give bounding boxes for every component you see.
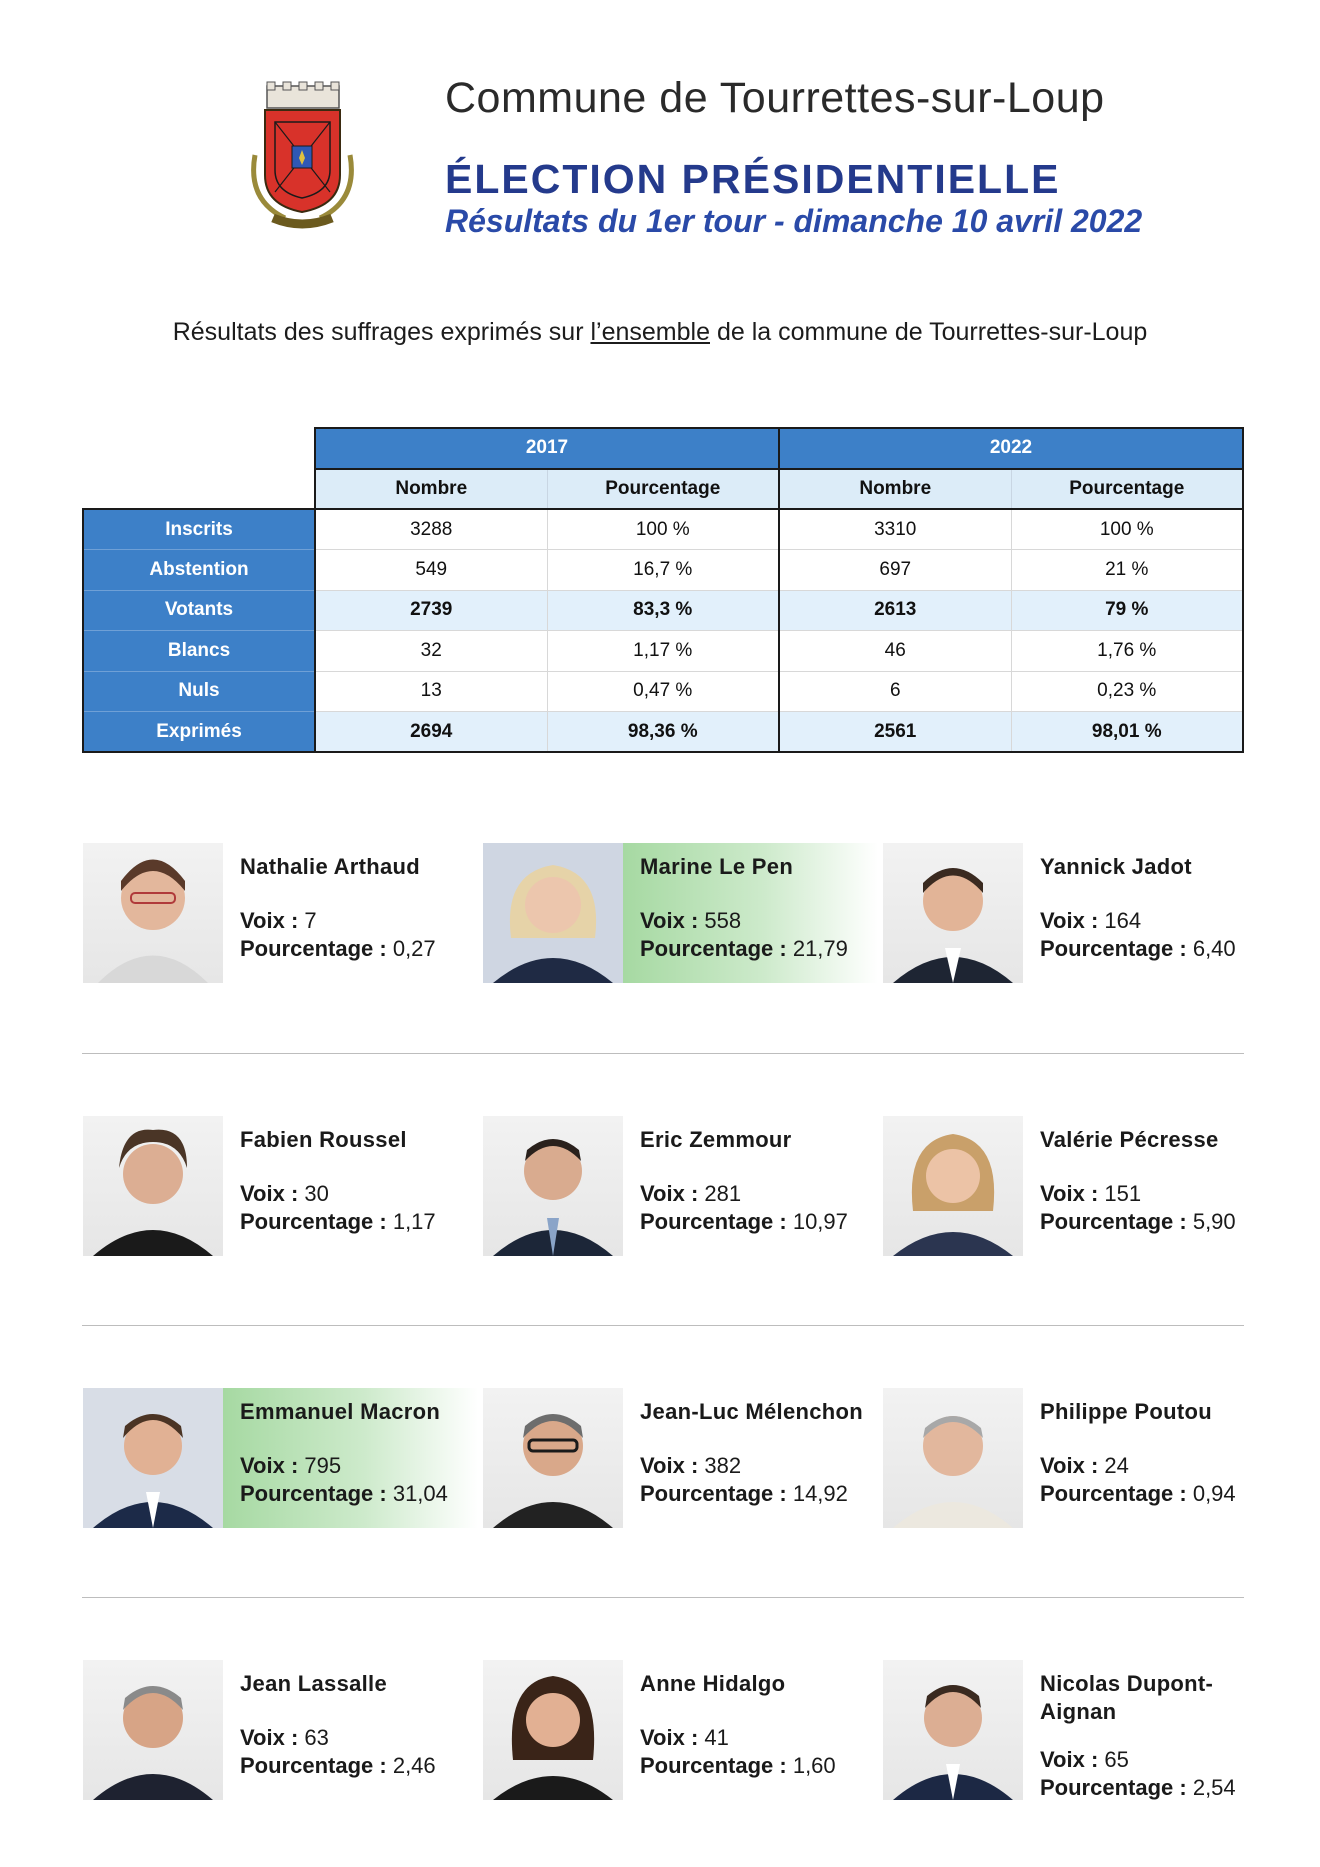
pourcentage-label: Pourcentage :	[1040, 1209, 1187, 1234]
candidate-card-macron	[83, 1388, 483, 1533]
candidate-pourcentage	[1040, 1481, 1236, 1507]
candidate-info	[223, 1660, 478, 1800]
year-header: 2017	[315, 428, 779, 469]
candidate-name: Nicolas Dupont-Aignan	[1040, 1671, 1214, 1724]
table-row	[83, 509, 1243, 550]
intro-underlined: l’ensemble	[590, 318, 710, 346]
candidate-voix	[1040, 1453, 1129, 1479]
voix-label: Voix :	[640, 1725, 699, 1750]
table-cell: 3310	[779, 509, 1011, 550]
candidate-voix	[640, 1181, 741, 1207]
voix-label: Voix :	[240, 1453, 299, 1478]
candidate-photo	[83, 843, 223, 983]
results-table	[82, 427, 1244, 753]
candidate-pourcentage	[640, 1209, 848, 1235]
candidate-info	[623, 843, 878, 983]
pourcentage-label: Pourcentage :	[640, 1481, 787, 1506]
election-subtitle: Résultats du 1er tour - dimanche 10 avril 2022	[445, 203, 1143, 239]
table-row	[83, 590, 1243, 631]
intro-after: de la commune de Tourrettes-sur-Loup	[710, 318, 1148, 346]
table-cell: 46	[779, 631, 1011, 672]
year-header: 2022	[779, 428, 1243, 469]
candidate-photo	[483, 1388, 623, 1528]
candidate-photo	[883, 843, 1023, 983]
candidate-photo	[883, 1116, 1023, 1256]
candidate-voix	[240, 1725, 329, 1751]
voix-value: 382	[704, 1453, 742, 1478]
candidate-name: Valérie Pécresse	[1040, 1127, 1219, 1152]
candidate-pourcentage	[1040, 1209, 1236, 1235]
candidate-card-jadot	[883, 843, 1283, 988]
voix-label: Voix :	[240, 1181, 299, 1206]
candidate-voix	[240, 908, 317, 934]
voix-label: Voix :	[240, 1725, 299, 1750]
voix-value: 164	[1104, 908, 1142, 933]
candidate-card-melenchon	[483, 1388, 883, 1533]
table-cell: 697	[779, 550, 1011, 591]
subheader-row	[83, 469, 1243, 510]
voix-label: Voix :	[640, 908, 699, 933]
candidate-name: Anne Hidalgo	[640, 1671, 786, 1696]
election-title: ÉLECTION PRÉSIDENTIELLE	[445, 156, 1061, 202]
table-cell: 1,17 %	[547, 631, 779, 672]
table-row	[83, 550, 1243, 591]
voix-label: Voix :	[1040, 1747, 1099, 1772]
candidate-info	[623, 1116, 878, 1256]
candidate-voix	[1040, 1181, 1141, 1207]
candidate-card-pecresse	[883, 1116, 1283, 1261]
pourcentage-label: Pourcentage :	[240, 1753, 387, 1778]
candidate-photo	[483, 1116, 623, 1256]
candidate-card-roussel	[83, 1116, 483, 1261]
candidate-name: Yannick Jadot	[1040, 854, 1192, 879]
candidate-voix	[240, 1181, 329, 1207]
voix-label: Voix :	[640, 1181, 699, 1206]
pourcentage-value: 21,79	[792, 936, 848, 961]
commune-title: Commune de Tourrettes-sur-Loup	[445, 74, 1105, 122]
row-label: Inscrits	[83, 509, 315, 550]
pourcentage-value: 2,54	[1192, 1775, 1236, 1800]
column-header: Pourcentage	[1011, 469, 1243, 510]
candidate-pourcentage	[240, 1753, 436, 1779]
pourcentage-label: Pourcentage :	[1040, 1481, 1187, 1506]
divider	[82, 1597, 1244, 1598]
pourcentage-value: 2,46	[392, 1753, 436, 1778]
pourcentage-value: 14,92	[792, 1481, 848, 1506]
voix-label: Voix :	[240, 908, 299, 933]
voix-value: 558	[704, 908, 742, 933]
pourcentage-label: Pourcentage :	[240, 1209, 387, 1234]
row-label: Exprimés	[83, 712, 315, 753]
table-cell: 6	[779, 671, 1011, 712]
voix-label: Voix :	[1040, 1181, 1099, 1206]
commune-crest-icon	[245, 80, 360, 230]
candidate-name: Jean-Luc Mélenchon	[640, 1399, 863, 1424]
candidate-voix	[640, 908, 741, 934]
row-label: Blancs	[83, 631, 315, 672]
candidate-info	[1023, 1388, 1278, 1528]
pourcentage-value: 1,60	[792, 1753, 836, 1778]
candidate-card-poutou	[883, 1388, 1283, 1533]
table-cell: 2694	[315, 712, 547, 753]
candidate-photo	[483, 1660, 623, 1800]
table-cell: 2561	[779, 712, 1011, 753]
column-header: Pourcentage	[547, 469, 779, 510]
candidate-name: Jean Lassalle	[240, 1671, 387, 1696]
table-cell: 2613	[779, 590, 1011, 631]
divider	[82, 1325, 1244, 1326]
candidate-info	[623, 1388, 878, 1528]
candidate-photo	[883, 1660, 1023, 1800]
voix-value: 281	[704, 1181, 742, 1206]
candidate-pourcentage	[240, 1209, 436, 1235]
pourcentage-label: Pourcentage :	[1040, 936, 1187, 961]
table-row	[83, 671, 1243, 712]
candidate-pourcentage	[640, 936, 848, 962]
candidate-pourcentage	[240, 1481, 448, 1507]
table-cell: 0,47 %	[547, 671, 779, 712]
pourcentage-value: 6,40	[1192, 936, 1236, 961]
candidate-card-le-pen	[483, 843, 883, 988]
candidate-pourcentage	[640, 1481, 848, 1507]
voix-value: 63	[304, 1725, 329, 1750]
candidate-card-dupont-aignan	[883, 1660, 1283, 1805]
candidate-name: Eric Zemmour	[640, 1127, 792, 1152]
candidate-voix	[640, 1453, 741, 1479]
pourcentage-value: 31,04	[392, 1481, 448, 1506]
table-cell: 549	[315, 550, 547, 591]
candidate-pourcentage	[640, 1753, 836, 1779]
candidate-photo	[83, 1116, 223, 1256]
candidate-voix	[1040, 1747, 1129, 1773]
table-cell: 0,23 %	[1011, 671, 1243, 712]
pourcentage-value: 0,94	[1192, 1481, 1236, 1506]
voix-value: 65	[1104, 1747, 1129, 1772]
divider	[82, 1053, 1244, 1054]
candidate-info	[223, 1116, 478, 1256]
voix-value: 24	[1104, 1453, 1129, 1478]
candidate-info	[1023, 1660, 1278, 1800]
pourcentage-label: Pourcentage :	[640, 1753, 787, 1778]
table-cell: 21 %	[1011, 550, 1243, 591]
candidate-card-arthaud	[83, 843, 483, 988]
table-cell: 83,3 %	[547, 590, 779, 631]
pourcentage-label: Pourcentage :	[640, 1209, 787, 1234]
pourcentage-label: Pourcentage :	[240, 1481, 387, 1506]
voix-label: Voix :	[640, 1453, 699, 1478]
candidate-voix	[1040, 908, 1141, 934]
pourcentage-value: 10,97	[792, 1209, 848, 1234]
table-cell: 3288	[315, 509, 547, 550]
pourcentage-value: 5,90	[1192, 1209, 1236, 1234]
candidate-name: Nathalie Arthaud	[240, 854, 421, 879]
table-corner	[83, 469, 315, 510]
pourcentage-value: 0,27	[392, 936, 436, 961]
table-cell: 32	[315, 631, 547, 672]
pourcentage-value: 1,17	[392, 1209, 436, 1234]
table-cell: 1,76 %	[1011, 631, 1243, 672]
column-header: Nombre	[779, 469, 1011, 510]
table-cell: 100 %	[1011, 509, 1243, 550]
candidate-photo	[483, 843, 623, 983]
voix-value: 30	[304, 1181, 329, 1206]
candidate-pourcentage	[1040, 936, 1236, 962]
candidate-info	[223, 1388, 478, 1528]
table-row	[83, 712, 1243, 753]
voix-value: 151	[1104, 1181, 1142, 1206]
pourcentage-label: Pourcentage :	[240, 936, 387, 961]
pourcentage-label: Pourcentage :	[640, 936, 787, 961]
table-corner	[83, 428, 315, 469]
candidate-card-lassalle	[83, 1660, 483, 1805]
row-label: Votants	[83, 590, 315, 631]
table-cell: 100 %	[547, 509, 779, 550]
candidate-pourcentage	[240, 936, 436, 962]
candidate-info	[623, 1660, 878, 1800]
year-header-row	[83, 428, 1243, 469]
table-cell: 16,7 %	[547, 550, 779, 591]
intro-before: Résultats des suffrages exprimés sur	[172, 318, 591, 346]
candidate-info	[1023, 1116, 1278, 1256]
column-header: Nombre	[315, 469, 547, 510]
candidate-photo	[883, 1388, 1023, 1528]
row-label: Nuls	[83, 671, 315, 712]
row-label: Abstention	[83, 550, 315, 591]
table-cell: 2739	[315, 590, 547, 631]
voix-label: Voix :	[1040, 908, 1099, 933]
table-cell: 13	[315, 671, 547, 712]
table-row	[83, 631, 1243, 672]
candidate-name: Emmanuel Macron	[240, 1399, 441, 1424]
candidate-pourcentage	[1040, 1775, 1236, 1801]
candidate-name: Philippe Poutou	[1040, 1399, 1212, 1424]
candidate-voix	[240, 1453, 341, 1479]
candidate-photo	[83, 1388, 223, 1528]
voix-value: 41	[704, 1725, 729, 1750]
table-cell: 79 %	[1011, 590, 1243, 631]
candidate-info	[223, 843, 478, 983]
candidate-name: Marine Le Pen	[640, 854, 794, 879]
candidate-photo	[83, 1660, 223, 1800]
candidate-voix	[640, 1725, 729, 1751]
table-cell: 98,01 %	[1011, 712, 1243, 753]
table-cell: 98,36 %	[547, 712, 779, 753]
candidate-info	[1023, 843, 1278, 983]
voix-label: Voix :	[1040, 1453, 1099, 1478]
candidate-card-zemmour	[483, 1116, 883, 1261]
intro-text	[0, 318, 1320, 347]
pourcentage-label: Pourcentage :	[1040, 1775, 1187, 1800]
voix-value: 795	[304, 1453, 342, 1478]
candidate-card-hidalgo	[483, 1660, 883, 1805]
voix-value: 7	[304, 908, 317, 933]
candidate-name: Fabien Roussel	[240, 1127, 407, 1152]
